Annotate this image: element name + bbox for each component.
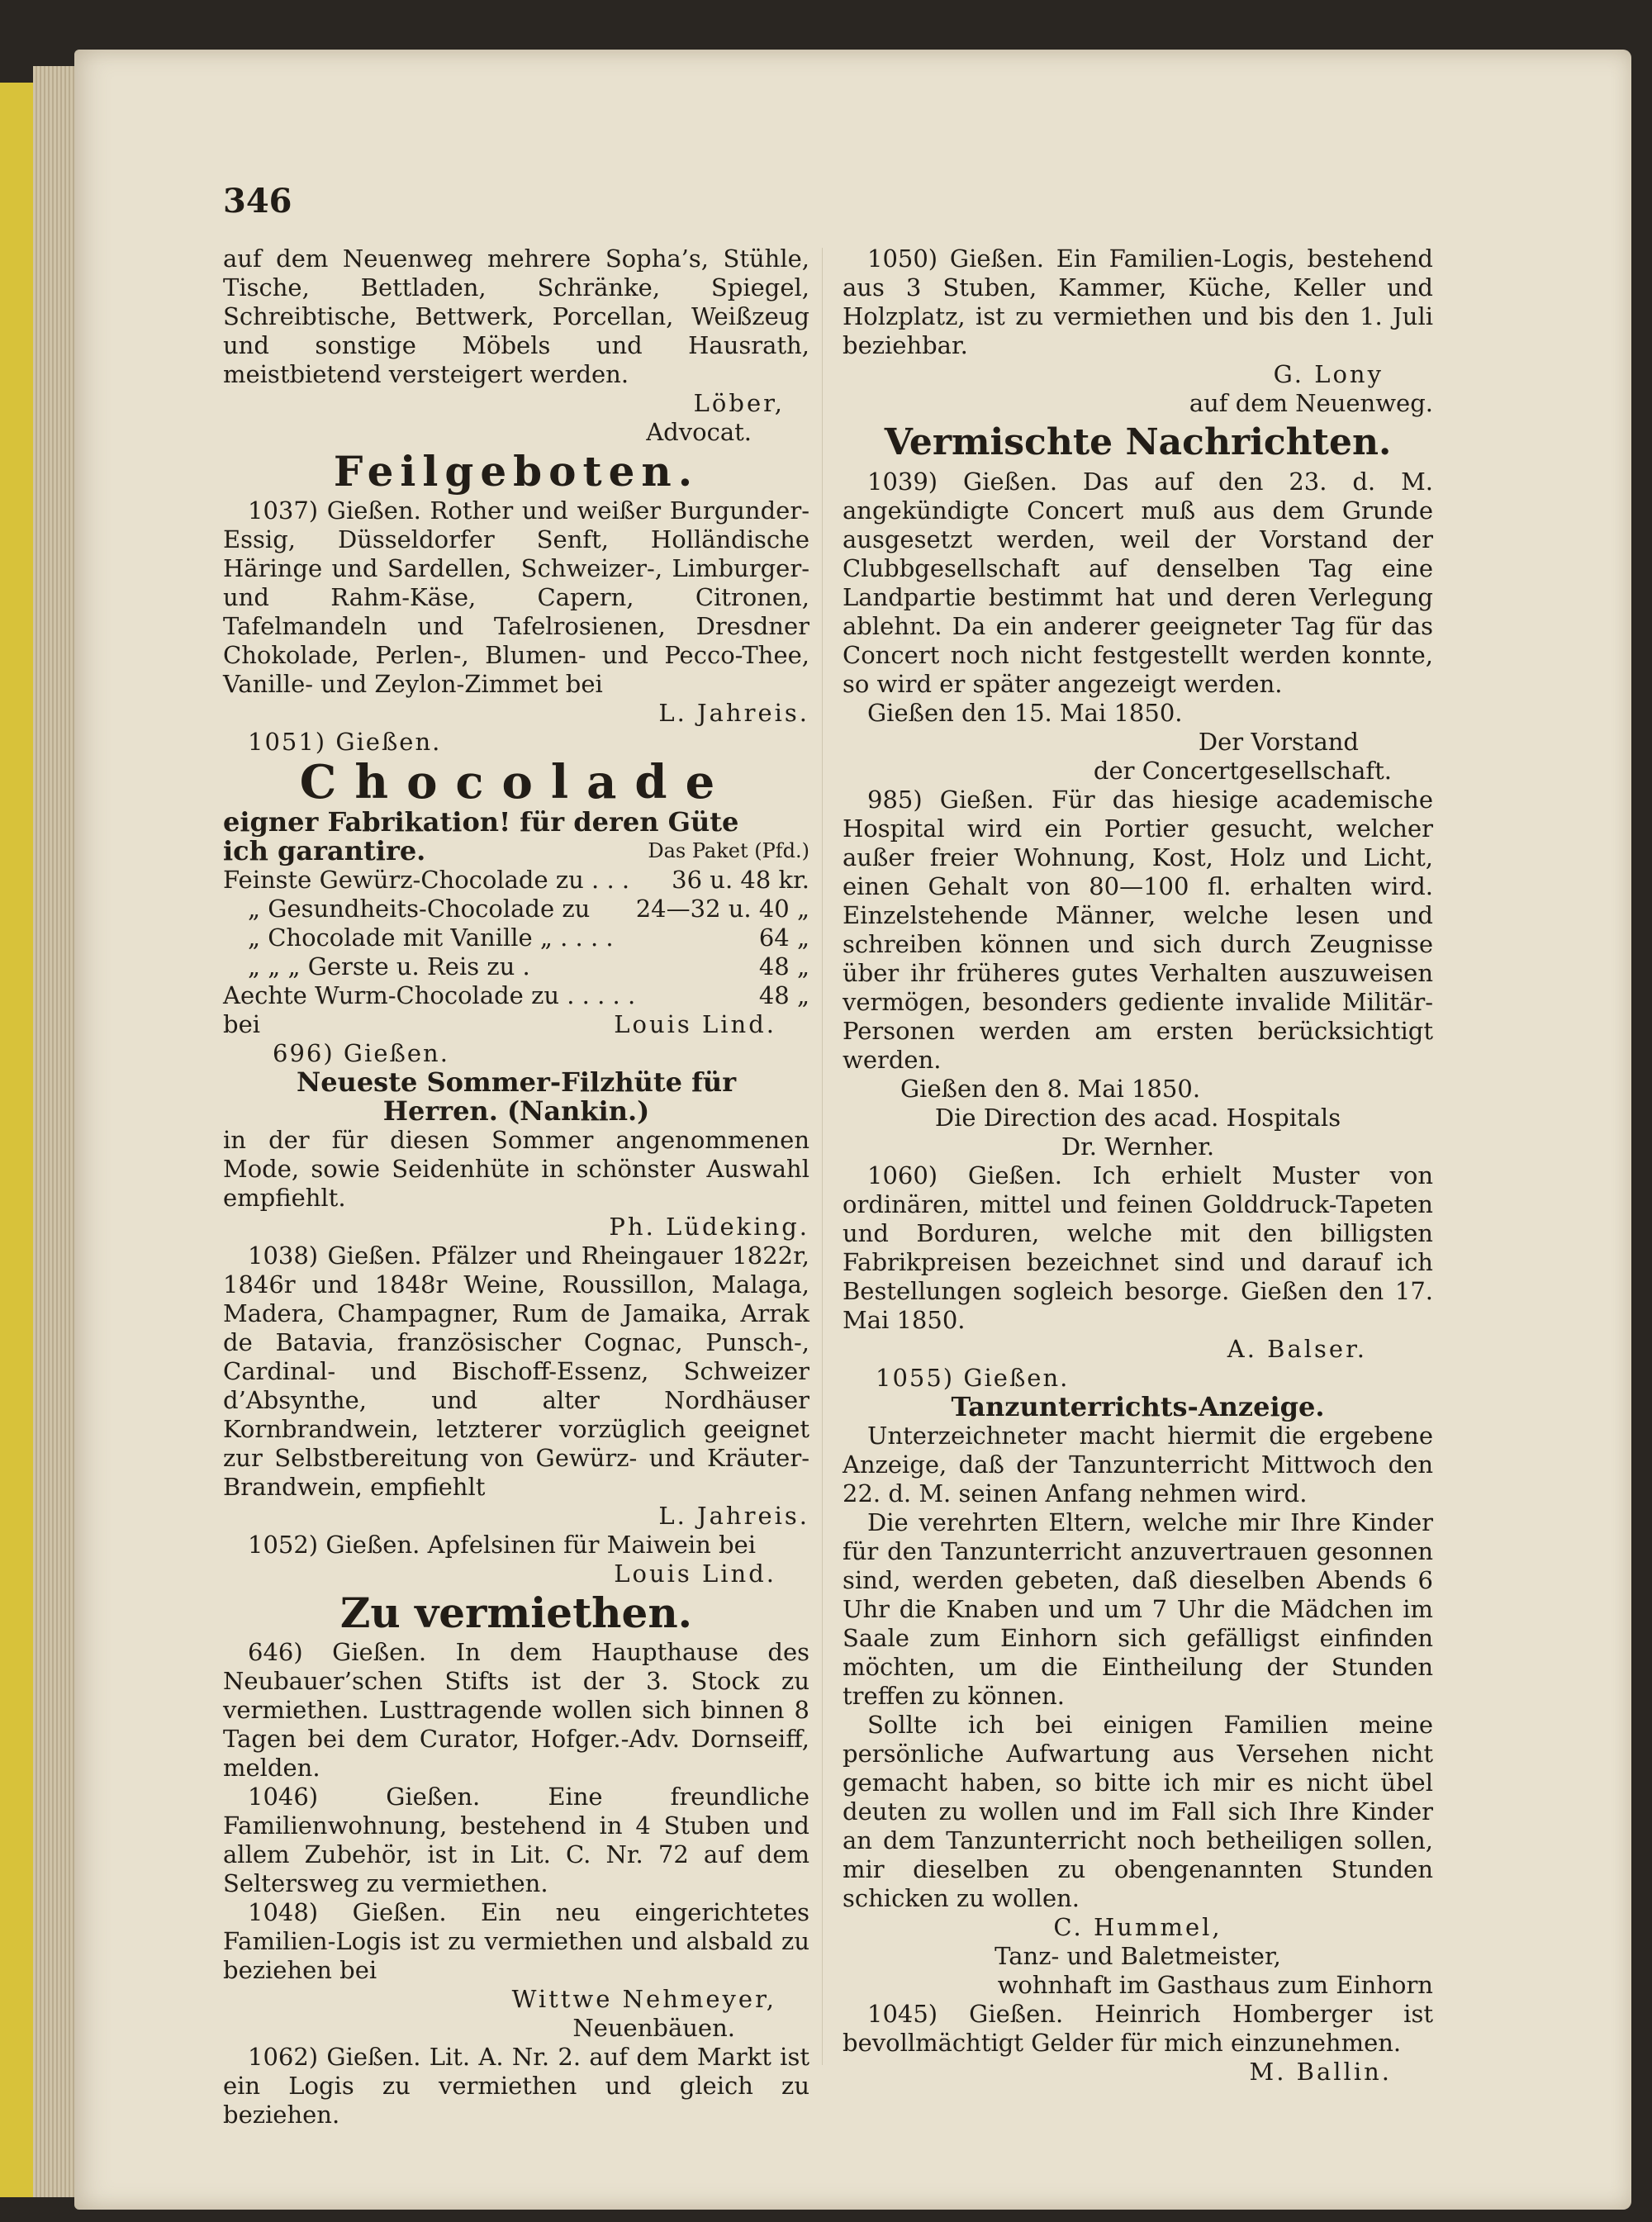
ad-1060 bbox=[843, 1161, 1433, 1364]
price-row bbox=[223, 923, 809, 952]
ad-696-signature: Ph. Lüdeking. bbox=[609, 1213, 809, 1241]
ad-646-text: 646) Gießen. In dem Haupthause des Neubauer’schen Stifts ist der 3. Stock zu vermiethen. Lusttragende wollen sich binnen 8 Tagen bei dem Curator, Hofger.-Adv. Dornseiff, melden. bbox=[223, 1638, 809, 1782]
chocolade-subtitle-2: ich garantire. bbox=[223, 835, 426, 866]
price-row bbox=[223, 981, 809, 1010]
chocolade-signature: Louis Lind. bbox=[614, 1010, 776, 1038]
price-item: „ „ „ Gerste u. Reis zu . bbox=[248, 952, 530, 980]
ad-1039-date: Gießen den 15. Mai 1850. bbox=[867, 699, 1183, 727]
section-heading-feilgeboten: Feilgeboten. bbox=[333, 447, 700, 496]
ad-1055-line: 1055) Gießen. bbox=[876, 1364, 1070, 1392]
chocolade-unit: Das Paket (Pfd.) bbox=[648, 839, 809, 862]
ad-1055-paragraph-3: Sollte ich bei einigen Familien meine persönliche Aufwartung aus Versehen nicht gemacht haben, so bitte ich mir es nicht übel deuten zu wollen und im Fall sich Ihre Kinder an dem Tanzunterricht noch betheiligen sollen, mir dieselben zu obengenannten Stunden schicken zu wollen. bbox=[843, 1711, 1433, 1912]
chocolade-title: Chocolade bbox=[299, 755, 733, 810]
chocolade-bei: bei bbox=[223, 1010, 261, 1038]
section-heading-vermiethen: Zu vermiethen. bbox=[339, 1588, 693, 1637]
ad-1055-title: Tanzunterrichts-Anzeige. bbox=[951, 1391, 1325, 1422]
column-divider bbox=[822, 248, 823, 2065]
ad-1062 bbox=[223, 2043, 809, 2129]
ad-1055-profession: Tanz- und Baletmeister, bbox=[995, 1942, 1281, 1970]
ad-1037 bbox=[223, 496, 809, 728]
page-number: 346 bbox=[223, 182, 292, 221]
ad-696-line: 696) Gießen. bbox=[273, 1039, 449, 1067]
auction-signature: Löber, bbox=[693, 389, 785, 417]
ad-696-text: in der für diesen Sommer angenommenen Mode, sowie Seidenhüte in schönster Auswahl empfiehlt. bbox=[223, 1126, 809, 1212]
ad-1045-text: 1045) Gießen. Heinrich Homberger ist bevollmächtigt Gelder für mich einzunehmen. bbox=[843, 2000, 1433, 2057]
price-value: 48 „ bbox=[758, 981, 809, 1009]
price-row bbox=[223, 952, 809, 981]
ad-1039 bbox=[843, 468, 1433, 786]
ad-1055-signature: C. Hummel, bbox=[1053, 1913, 1222, 1941]
ad-1039-signature-1: Der Vorstand bbox=[1198, 728, 1359, 756]
price-table bbox=[223, 866, 809, 1010]
ad-985-date: Gießen den 8. Mai 1850. bbox=[900, 1075, 1201, 1103]
ad-1048-place: Neuenbäuen. bbox=[572, 2014, 735, 2042]
ad-1039-signature-2: der Concertgesellschaft. bbox=[1093, 757, 1392, 785]
ad-696 bbox=[223, 1039, 809, 1242]
price-value: 48 „ bbox=[758, 952, 809, 980]
ad-1052-signature: Louis Lind. bbox=[614, 1560, 776, 1588]
ad-1052-text: 1052) Gießen. Apfelsinen für Maiwein bei bbox=[248, 1531, 757, 1559]
ad-1037-signature: L. Jahreis. bbox=[658, 699, 809, 727]
ad-1055-paragraph-1: Unterzeichneter macht hiermit die ergebene Anzeige, daß der Tanzunterricht Mittwoch den 22. d. M. seinen Anfang nehmen wird. bbox=[843, 1422, 1433, 1507]
ad-1039-text: 1039) Gießen. Das auf den 23. d. M. angekündigte Concert muß aus dem Grunde ausgesetzt werden, weil der Vorstand der Clubbgesellschaft auf denselben Tag eine Landpartie bestimmt hat und deren Verlegung ablehnt. Da ein anderer geeigneter Tag für das Concert noch nicht festgestellt werden konnte, so wird er später angezeigt werden. bbox=[843, 468, 1433, 698]
auction-text: auf dem Neuenweg mehrere Sopha’s, Stühle, Tische, Bettladen, Schränke, Spiegel, Schreibtische, Bettwerk, Porcellan, Weißzeug und sonstige Möbels und Hausrath, meistbietend versteigert werden. bbox=[223, 245, 809, 388]
ad-985-signature-2: Dr. Wernher. bbox=[1061, 1132, 1215, 1161]
price-row bbox=[223, 866, 809, 895]
price-item: Aechte Wurm-Chocolade zu . . . . . bbox=[223, 981, 636, 1009]
left-column bbox=[223, 245, 809, 2129]
price-value: 36 u. 48 kr. bbox=[672, 866, 809, 894]
ad-646 bbox=[223, 1638, 809, 1783]
ad-1048-text: 1048) Gießen. Ein neu eingerichtetes Familien-Logis ist zu vermiethen und alsbald zu beziehen bei bbox=[223, 1898, 809, 1984]
ad-1045 bbox=[843, 2000, 1433, 2087]
ad-1060-signature: A. Balser. bbox=[1227, 1335, 1367, 1363]
section-heading-vermischte: Vermischte Nachrichten. bbox=[884, 421, 1392, 463]
ad-1052 bbox=[223, 1531, 809, 1588]
ad-1050-signature: G. Lony bbox=[1273, 360, 1384, 388]
price-value: 24—32 u. 40 „ bbox=[635, 895, 809, 923]
ad-696-title-2: Herren. (Nankin.) bbox=[382, 1095, 650, 1127]
ad-1037-text: 1037) Gießen. Rother und weißer Burgunder-Essig, Düsseldorfer Senft, Holländische Häringe und Sardellen, Schweizer-, Limburger- und Rahm-Käse, Capern, Citronen, Tafelmandeln und Tafelrosienen, Dresdner Chokolade, Perlen-, Blumen- und Pecco-Thee, Vanille- und Zeylon-Zimmet bei bbox=[223, 496, 809, 698]
price-value: 64 „ bbox=[758, 923, 809, 952]
ad-1050 bbox=[843, 245, 1433, 418]
ad-1060-text: 1060) Gießen. Ich erhielt Muster von ordinären, mittel und feinen Golddruck-Tapeten und Borduren, welche mit den billigsten Fabrikpreisen bezeichnet sind und darauf ich Bestellungen sogleich besorge. Gießen den 17. Mai 1850. bbox=[843, 1161, 1433, 1334]
ad-1045-signature: M. Ballin. bbox=[1249, 2058, 1392, 2086]
ad-1048-signature: Wittwe Nehmeyer, bbox=[511, 1985, 776, 2013]
ad-1055-paragraph-2: Die verehrten Eltern, welche mir Ihre Kinder für den Tanzunterricht anzuvertrauen gesonnen sind, werden gebeten, daß dieselben Abends 6 Uhr die Knaben und um 7 Uhr die Mädchen im Saale zum Einhorn sich gefälligst einfinden möchten, um die Eintheilung der Stunden treffen zu können. bbox=[843, 1508, 1433, 1710]
ad-1050-place: auf dem Neuenweg. bbox=[1189, 389, 1433, 417]
ad-1046-text: 1046) Gießen. Eine freundliche Familienwohnung, bestehend in 4 Stuben und allem Zubehör, ist in Lit. C. Nr. 72 auf dem Seltersweg zu vermiethen. bbox=[223, 1783, 809, 1897]
ad-1062-text: 1062) Gießen. Lit. A. Nr. 2. auf dem Markt ist ein Logis zu vermiethen und gleich zu beziehen. bbox=[223, 2043, 809, 2129]
auction-title: Advocat. bbox=[646, 418, 752, 446]
ad-985 bbox=[843, 786, 1433, 1161]
ad-1055-address: wohnhaft im Gasthaus zum Einhorn bbox=[997, 1971, 1433, 1999]
right-column bbox=[843, 245, 1433, 2086]
price-item: Feinste Gewürz-Chocolade zu . . . bbox=[223, 866, 630, 894]
price-item: „ Chocolade mit Vanille „ . . . . bbox=[248, 923, 614, 952]
ad-1048 bbox=[223, 1898, 809, 2043]
ad-1051-line: 1051) Gießen. bbox=[248, 728, 442, 756]
ad-1051 bbox=[223, 728, 809, 1039]
auction-continuation bbox=[223, 245, 809, 447]
ad-1038 bbox=[223, 1242, 809, 1531]
ad-985-signature-1: Die Direction des acad. Hospitals bbox=[934, 1104, 1341, 1132]
ad-1050-text: 1050) Gießen. Ein Familien-Logis, bestehend aus 3 Stuben, Kammer, Küche, Keller und Holzplatz, ist zu vermiethen und bis den 1. Juli beziehbar. bbox=[843, 245, 1433, 359]
ad-1038-text: 1038) Gießen. Pfälzer und Rheingauer 1822r, 1846r und 1848r Weine, Roussillon, Malaga, Madera, Champagner, Rum de Jamaika, Arrak de Batavia, französischer Cognac, Punsch-, Cardinal- und Bischoff-Essenz, Schweizer d’Absynthe, und alter Nordhäuser Kornbrandwein, letzterer vorzüglich geeignet zur Selbstbereitung von Gewürz- und Kräuter-Brandwein, empfiehlt bbox=[223, 1242, 809, 1501]
ad-985-text: 985) Gießen. Für das hiesige academische Hospital wird ein Portier gesucht, welcher außer freier Wohnung, Kost, Holz und Licht, einen Gehalt von 80—100 fl. erhalten wird. Einzelstehende Männer, welche lesen und schreiben können und sich durch Zeugnisse über ihr früheres gutes Verhalten auszuweisen vermögen, besonders gediente invalide Militär-Personen werden am ersten berücksichtigt werden. bbox=[843, 786, 1433, 1074]
ad-1038-signature: L. Jahreis. bbox=[658, 1502, 809, 1530]
chocolade-subtitle-1: eigner Fabrikation! für deren Güte bbox=[223, 806, 739, 838]
price-row bbox=[223, 895, 809, 923]
price-item: „ Gesundheits-Chocolade zu bbox=[248, 895, 591, 923]
ad-696-title-1: Neueste Sommer-Filzhüte für bbox=[296, 1066, 737, 1098]
ad-1055 bbox=[843, 1364, 1433, 2000]
ad-1046 bbox=[223, 1783, 809, 1898]
